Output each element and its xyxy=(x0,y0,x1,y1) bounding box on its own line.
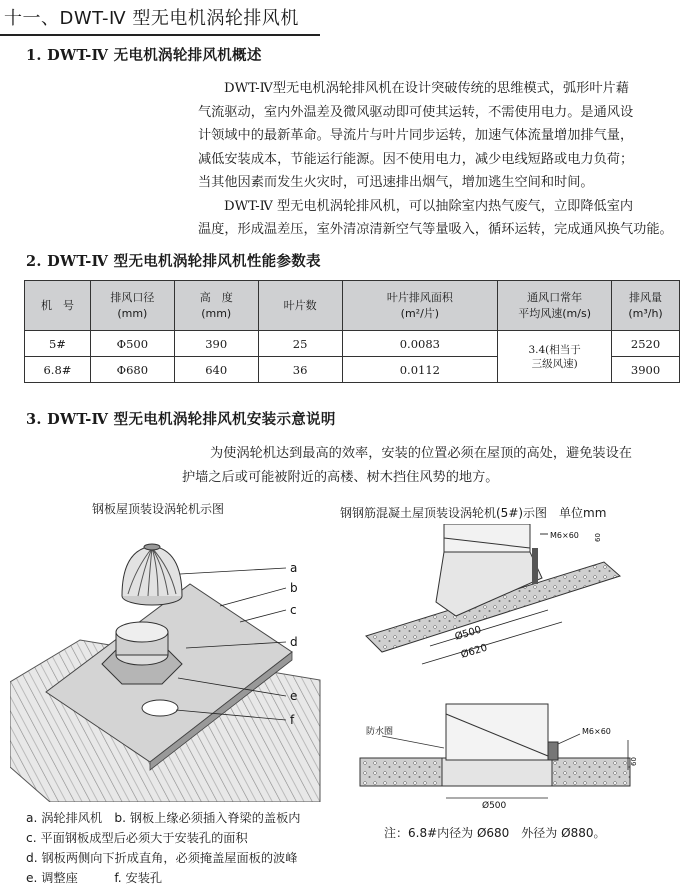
cell-volume: 3900 xyxy=(612,357,680,383)
steel-roof-diagram xyxy=(10,532,330,802)
label-d: d xyxy=(290,635,298,649)
th-blades: 叶片数 xyxy=(258,281,342,331)
th-wind-speed: 通风口常年 平均风速(m/s) xyxy=(498,281,612,331)
th-volume: 排风量 (m³/h) xyxy=(612,281,680,331)
section1-line: 温度，形成温差压，室外清凉清新空气等量吸入，循环运转，完成通风换气功能。 xyxy=(198,222,673,237)
section1-line: 当其他因素而发生火灾时，可迅速排出烟气，增加逃生空间和时间。 xyxy=(198,175,594,190)
cell-height: 640 xyxy=(174,357,258,383)
section1-line: 减低安装成本，节能运行能源。因不使用电力，减少电线短路或电力负荷； xyxy=(198,151,634,167)
cell-volume: 2520 xyxy=(612,331,680,357)
section3-heading: 3. DWT-Ⅳ 型无电机涡轮排风机安装示意说明 xyxy=(26,411,336,428)
cell-height: 390 xyxy=(174,331,258,357)
bottom-dim-small: 60 xyxy=(630,757,638,766)
concrete-flat-roof-diagram xyxy=(352,700,682,810)
cell-area: 0.0083 xyxy=(342,331,498,357)
figure-legend xyxy=(26,808,300,888)
section1-last xyxy=(198,218,678,242)
section1-line: DWT-Ⅳ 型无电机涡轮排风机，可以抽除室内热气废气，立即降低室内 xyxy=(224,198,634,214)
table-header-row xyxy=(25,281,680,331)
legend-line: e. 调整座 f. 安装孔 xyxy=(26,871,163,885)
page-title: 十一、DWT-Ⅳ 型无电机涡轮排风机 xyxy=(4,8,299,29)
spec-table xyxy=(24,280,680,383)
legend-line: d. 钢板两侧向下折成直角，必须掩盖屋面板的波峰 xyxy=(26,851,298,865)
section3-line: 为使涡轮机达到最高的效率，安装的位置必须在屋顶的高处，避免装设在 xyxy=(210,446,632,461)
left-figure-caption: 钢板屋顶装设涡轮机示图 xyxy=(92,502,225,516)
section1-line: DWT-Ⅳ型无电机涡轮排风机在设计突破传统的思维模式，弧形叶片藉 xyxy=(224,81,629,96)
cell-blades: 36 xyxy=(258,357,342,383)
cell-blades: 25 xyxy=(258,331,342,357)
footnote: 注：6.8#内径为 Ø680 外径为 Ø880。 xyxy=(384,826,606,840)
concrete-sloped-roof-diagram xyxy=(352,524,682,694)
label-c: c xyxy=(290,603,297,617)
top-dim-small: 60 xyxy=(594,533,602,542)
legend-line: a. 涡轮排风机 b. 钢板上缘必须插入脊梁的盖板内 xyxy=(26,811,301,825)
section1-line: 计领域中的最新革命。导流片与叶片同步运转，加速气体流量增加排气量， xyxy=(198,128,634,143)
label-a: a xyxy=(290,561,298,575)
th-blade-area: 叶片排风面积 (m²/片) xyxy=(342,281,498,331)
legend-line: c. 平面钢板成型后必须大于安装孔的面积 xyxy=(26,831,248,845)
bottom-bolt-label: M6×60 xyxy=(582,727,611,736)
top-dim-500: Ø500 xyxy=(453,624,483,643)
th-model: 机 号 xyxy=(25,281,91,331)
cell-diameter: Φ500 xyxy=(90,331,174,357)
cell-model: 6.8# xyxy=(25,357,91,383)
section2-heading: 2. DWT-Ⅳ 型无电机涡轮排风机性能参数表 xyxy=(26,253,321,270)
table-row xyxy=(25,331,680,357)
top-bolt-label: M6×60 xyxy=(550,531,579,540)
section1-line: 气流驱动，室内外温差及微风驱动即可使其运转，不需使用电力。是通风设 xyxy=(198,104,634,120)
section1-heading: 1. DWT-Ⅳ 无电机涡轮排风机概述 xyxy=(26,47,262,64)
section1-body xyxy=(198,77,668,218)
label-b: b xyxy=(290,581,298,595)
cell-model: 5# xyxy=(25,331,91,357)
th-diameter: 排风口径 (mm) xyxy=(90,281,174,331)
title-underline xyxy=(0,34,320,36)
section3-line: 护墙之后或可能被附近的高楼、树木挡住风势的地方。 xyxy=(182,469,499,485)
waterproof-ring-label: 防水圈 xyxy=(366,727,394,737)
top-dim-620: Ø620 xyxy=(459,642,489,661)
right-figure-caption: 钢钢筋混凝土屋顶装设涡轮机(5#)示图 单位mm xyxy=(340,506,607,520)
cell-wind-speed: 3.4(相当于 三级风速) xyxy=(498,331,612,383)
turbine-ventilator-icon xyxy=(122,544,182,605)
cell-area: 0.0112 xyxy=(342,357,498,383)
label-f: f xyxy=(290,713,295,727)
cell-diameter: Φ680 xyxy=(90,357,174,383)
th-height: 高 度 (mm) xyxy=(174,281,258,331)
bottom-dim-500: Ø500 xyxy=(482,801,507,810)
section3-body xyxy=(182,442,672,489)
label-e: e xyxy=(290,689,298,703)
